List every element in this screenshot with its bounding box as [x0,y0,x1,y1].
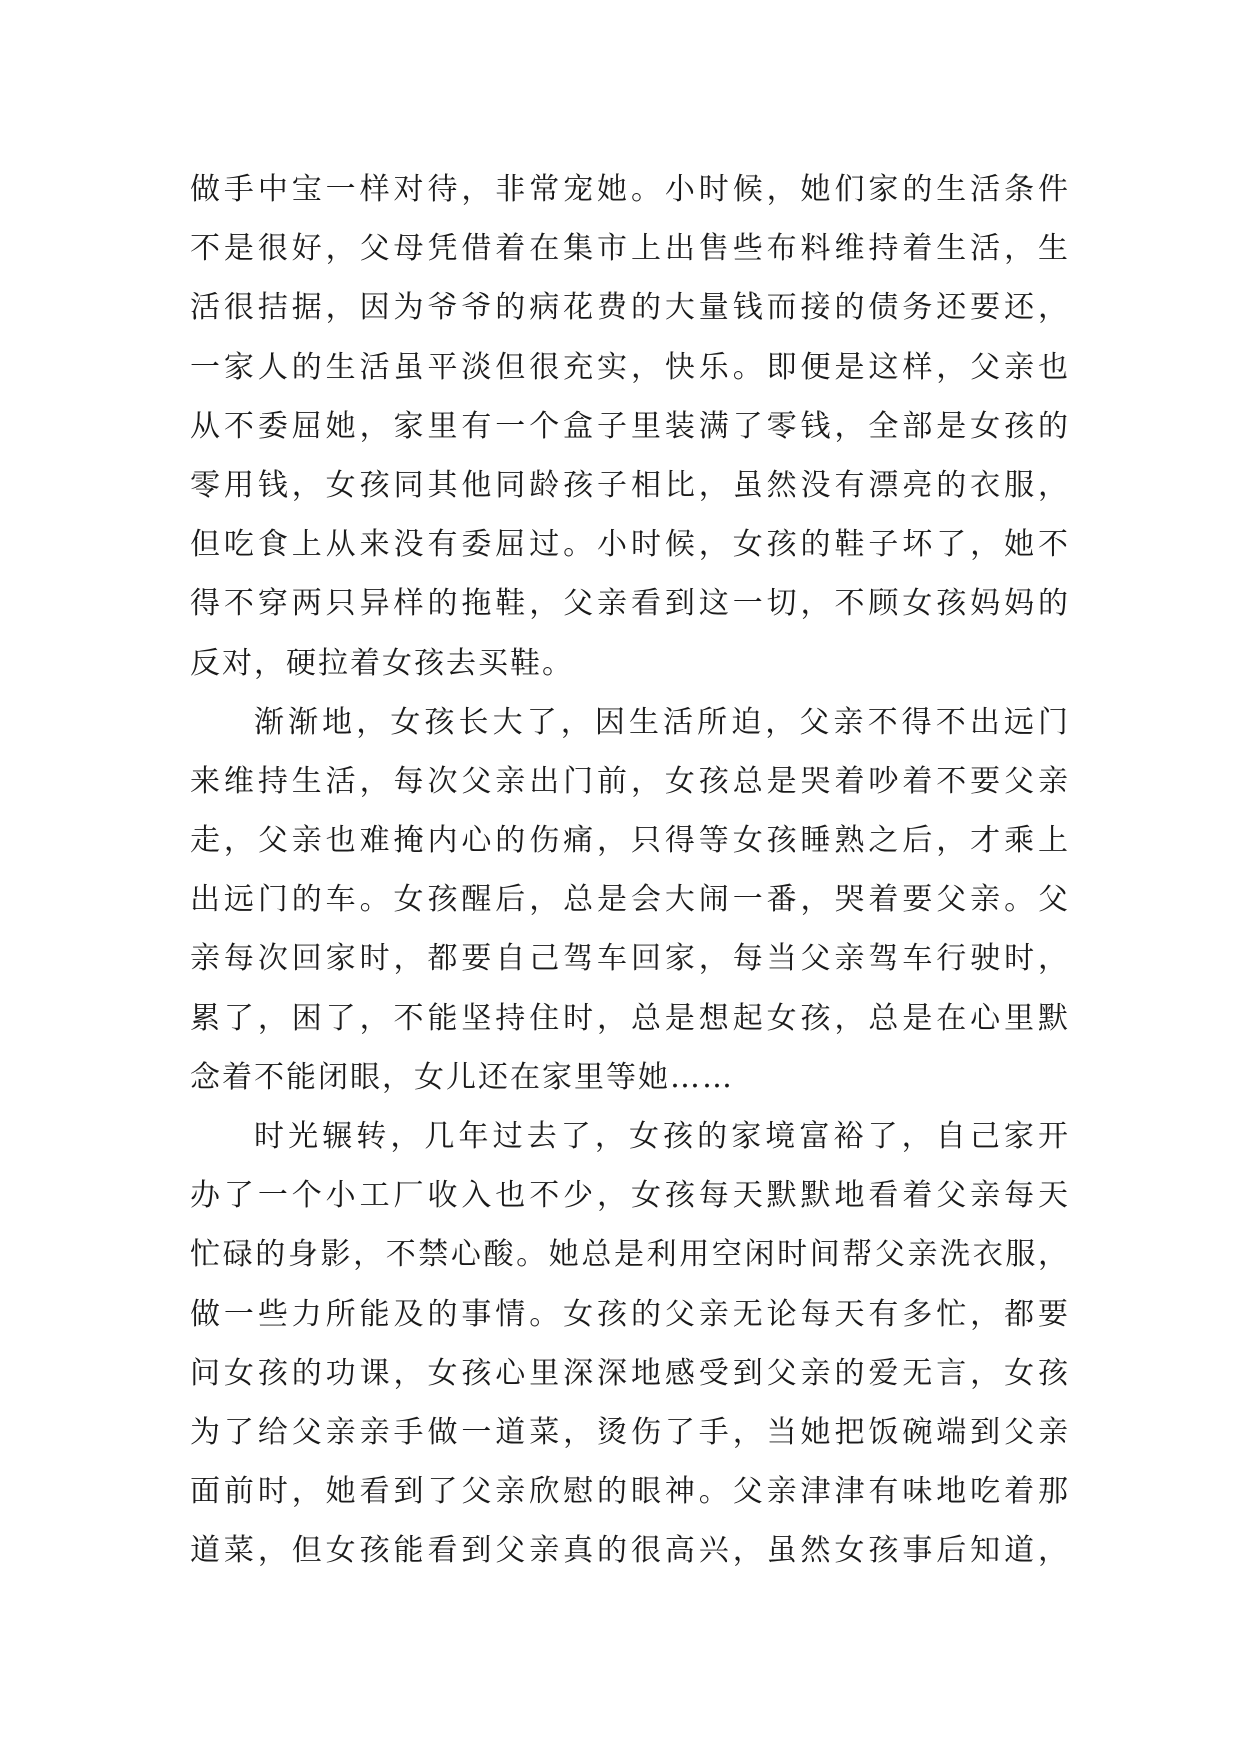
text-line: 时光辗转，几年过去了，女孩的家境富裕了，自己家开 [254,1119,1070,1154]
text-line: 反对，硬拉着女孩去买鞋。 [190,645,574,681]
text-line: 一家人的生活虽平淡但很充实，快乐。即便是这样，父亲也 [190,349,1070,385]
text-line: 不是很好，父母凭借着在集市上出售些布料维持着生活，生 [190,231,1070,267]
text-line: 出远门的车。女孩醒后，总是会大闹一番，哭着要父亲。父 [190,882,1070,918]
text-line: 累了，困了，不能坚持住时，总是想起女孩，总是在心里默 [190,1000,1070,1036]
text-line: 忙碌的身影，不禁心酸。她总是利用空闲时间帮父亲洗衣服， [190,1237,1070,1273]
text-line: 零用钱，女孩同其他同龄孩子相比，虽然没有漂亮的衣服， [190,467,1070,503]
text-line: 渐渐地，女孩长大了，因生活所迫，父亲不得不出远门 [254,704,1070,740]
text-line: 但吃食上从来没有委屈过。小时候，女孩的鞋子坏了，她不 [190,527,1070,563]
text-line: 来维持生活，每次父亲出门前，女孩总是哭着吵着不要父亲 [190,763,1070,799]
text-line: 走，父亲也难掩内心的伤痛，只得等女孩睡熟之后，才乘上 [190,823,1070,859]
text-line: 亲每次回家时，都要自己驾车回家，每当父亲驾车行驶时， [190,941,1070,977]
text-line: 做手中宝一样对待，非常宠她。小时候，她们家的生活条件 [190,172,1070,207]
text-line: 道菜，但女孩能看到父亲真的很高兴，虽然女孩事后知道， [190,1533,1070,1569]
text-line: 问女孩的功课，女孩心里深深地感受到父亲的爱无言，女孩 [190,1355,1070,1391]
text-line: 得不穿两只异样的拖鞋，父亲看到这一切，不顾女孩妈妈的 [190,586,1070,622]
text-line: 面前时，她看到了父亲欣慰的眼神。父亲津津有味地吃着那 [190,1474,1070,1510]
text-line: 念着不能闭眼，女儿还在家里等她…… [190,1059,734,1095]
body-text [190,160,1070,1581]
text-line: 做一些力所能及的事情。女孩的父亲无论每天有多忙，都要 [190,1296,1070,1332]
text-line: 办了一个小工厂收入也不少，女孩每天默默地看着父亲每天 [190,1178,1070,1214]
text-line: 为了给父亲亲手做一道菜，烫伤了手，当她把饭碗端到父亲 [190,1414,1070,1450]
text-line: 活很拮据，因为爷爷的病花费的大量钱而接的债务还要还， [190,290,1070,326]
text-line: 从不委屈她，家里有一个盒子里装满了零钱，全部是女孩的 [190,408,1070,444]
